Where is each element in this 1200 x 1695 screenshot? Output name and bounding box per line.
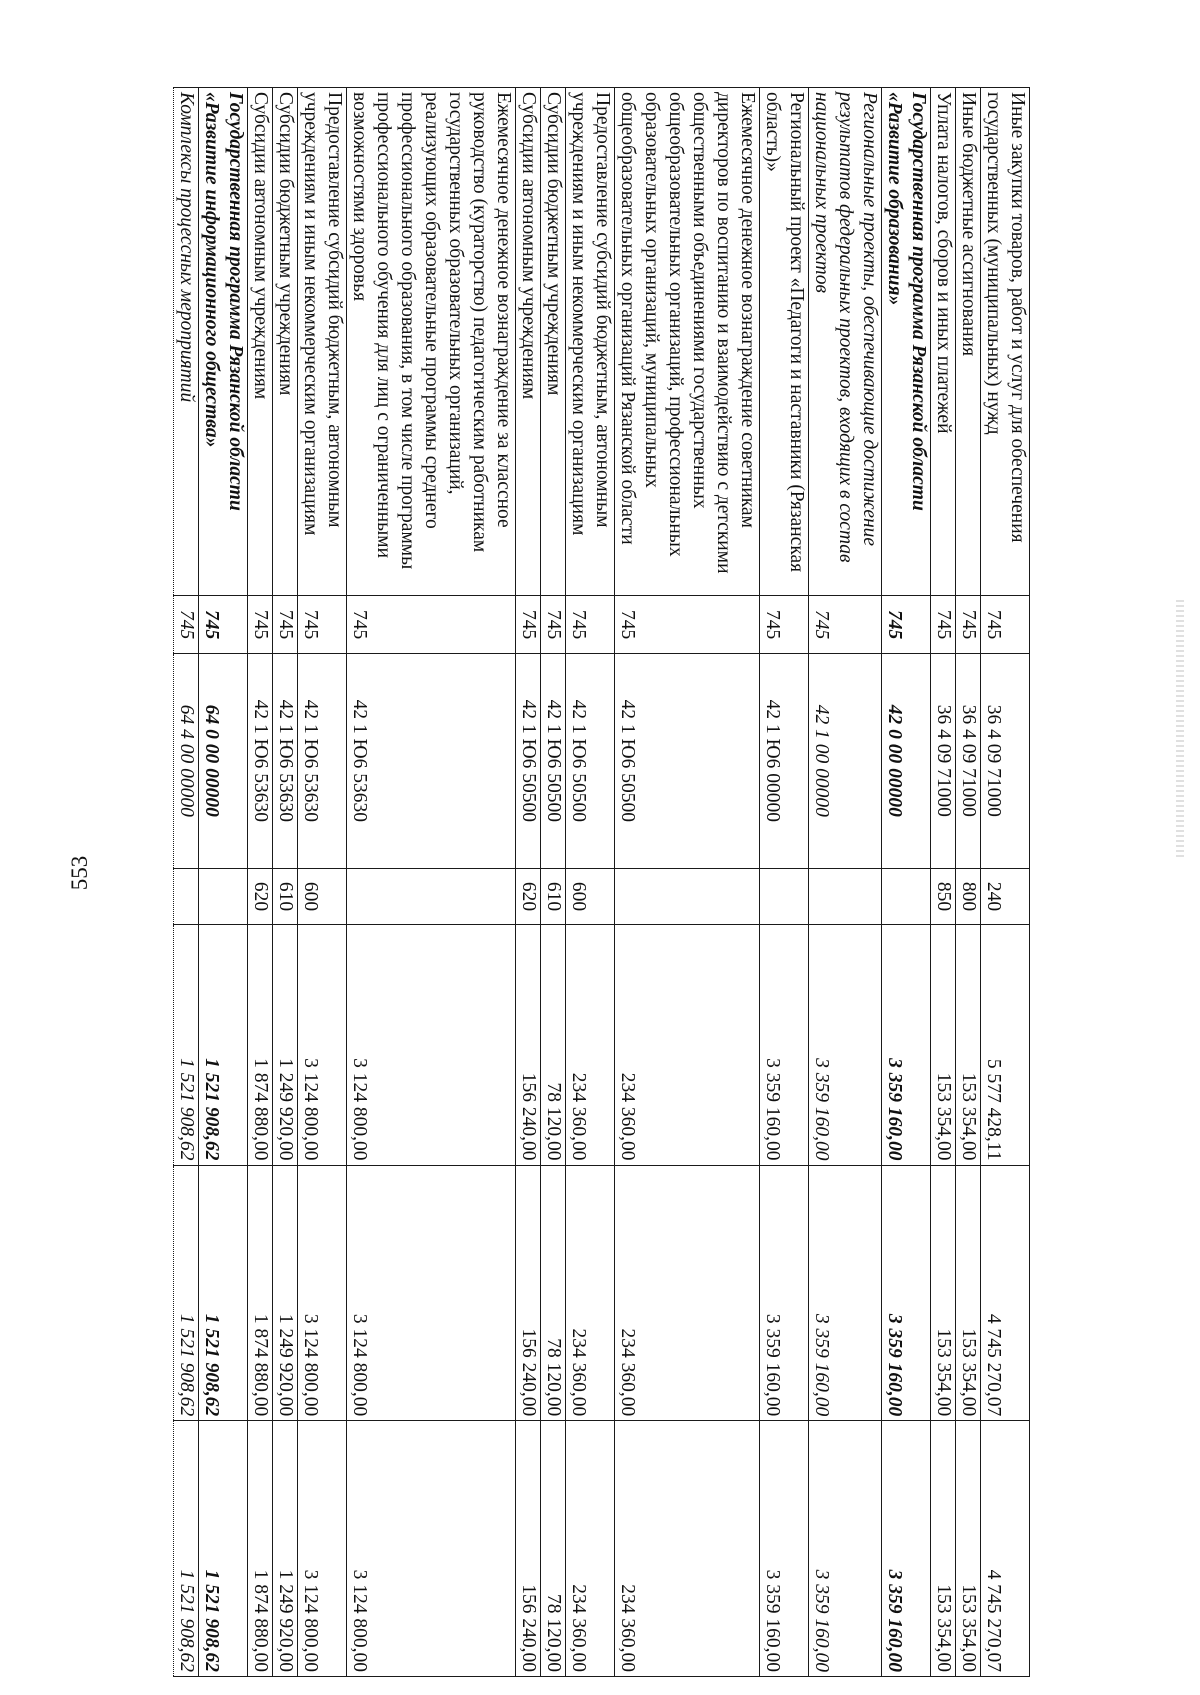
cell-amount-year3: 3 124 800,00 [298, 1421, 347, 1677]
cell-grbs-code: 745 [809, 596, 882, 654]
cell-expense-name: Государственная программа Рязанской области «Развитие информационного общества» [199, 88, 248, 596]
cell-expense-name: Иные бюджетные ассигнования [956, 88, 981, 596]
cell-grbs-code: 745 [541, 596, 566, 654]
table-row [273, 88, 298, 1677]
cell-grbs-code: 745 [298, 596, 347, 654]
cell-amount-year2: 3 124 800,00 [298, 1165, 347, 1421]
cell-amount-year2: 3 359 160,00 [809, 1165, 882, 1421]
cell-expense-type: 600 [566, 868, 615, 925]
cell-amount-year1: 1 874 880,00 [248, 925, 273, 1165]
cell-target-article: 36 4 09 71000 [931, 654, 956, 868]
cell-expense-type: 850 [931, 868, 956, 925]
page-number: 553 [67, 855, 92, 891]
cell-grbs-code: 745 [347, 596, 516, 654]
table-row [760, 88, 809, 1677]
cell-grbs-code: 745 [199, 596, 248, 654]
cell-amount-year3: 234 360,00 [566, 1421, 615, 1677]
cell-grbs-code: 745 [882, 596, 931, 654]
cell-amount-year1: 153 354,00 [956, 925, 981, 1165]
cell-amount-year2: 1 521 908,62 [174, 1165, 199, 1421]
cell-amount-year3: 3 124 800,00 [347, 1421, 516, 1677]
cell-expense-type [760, 868, 809, 925]
cell-target-article: 42 1 Ю6 50500 [566, 654, 615, 868]
cell-expense-type: 610 [273, 868, 298, 925]
cell-amount-year3: 1 521 908,62 [174, 1421, 199, 1677]
cell-expense-type: 620 [248, 868, 273, 925]
cell-expense-type: 620 [516, 868, 541, 925]
cell-amount-year1: 1 521 908,62 [174, 925, 199, 1165]
cell-amount-year3: 234 360,00 [615, 1421, 760, 1677]
cell-expense-name: Предоставление субсидий бюджетным, автономным учреждениям и иным некоммерческим организациям [298, 88, 347, 596]
cell-amount-year3: 153 354,00 [931, 1421, 956, 1677]
cell-expense-type [882, 868, 931, 925]
cell-amount-year2: 4 745 270,07 [981, 1165, 1030, 1421]
cell-amount-year3: 156 240,00 [516, 1421, 541, 1677]
cell-amount-year1: 5 577 428,11 [981, 925, 1030, 1165]
cell-expense-type [174, 868, 199, 925]
cell-amount-year3: 3 359 160,00 [809, 1421, 882, 1677]
table-row [956, 88, 981, 1677]
table-row [248, 88, 273, 1677]
cell-target-article: 42 1 Ю6 53630 [248, 654, 273, 868]
cell-amount-year1: 3 359 160,00 [809, 925, 882, 1165]
cell-target-article: 64 0 00 00000 [199, 654, 248, 868]
cell-expense-name: Субсидии автономным учреждениям [516, 88, 541, 596]
cell-target-article: 42 1 00 00000 [809, 654, 882, 868]
cell-amount-year2: 153 354,00 [931, 1165, 956, 1421]
cell-expense-name: Ежемесячное денежное вознаграждение советникам директоров по воспитанию и взаимодействию с детскими общественными объединениями государственных общеобразовательных организаций, профессиональных образовательных организаций, муниципальных общеобразовательных организаций Рязанской области [615, 88, 760, 596]
cell-amount-year3: 3 359 160,00 [760, 1421, 809, 1677]
cell-expense-name: Субсидии бюджетным учреждениям [541, 88, 566, 596]
cell-amount-year1: 1 249 920,00 [273, 925, 298, 1165]
cell-amount-year2: 3 359 160,00 [882, 1165, 931, 1421]
cell-target-article: 36 4 09 71000 [981, 654, 1030, 868]
cell-grbs-code: 745 [174, 596, 199, 654]
table-row [298, 88, 347, 1677]
cell-amount-year1: 3 359 160,00 [882, 925, 931, 1165]
cell-amount-year2: 156 240,00 [516, 1165, 541, 1421]
cell-amount-year2: 1 874 880,00 [248, 1165, 273, 1421]
cell-amount-year2: 1 521 908,62 [199, 1165, 248, 1421]
table-row [931, 88, 956, 1677]
cell-target-article: 42 1 Ю6 53630 [347, 654, 516, 868]
cell-amount-year2: 234 360,00 [566, 1165, 615, 1421]
cell-amount-year2: 153 354,00 [956, 1165, 981, 1421]
cell-amount-year3: 4 745 270,07 [981, 1421, 1030, 1677]
cell-expense-name: Иные закупки товаров, работ и услуг для обеспечения государственных (муниципальных) нужд [981, 88, 1030, 596]
cell-amount-year3: 1 521 908,62 [199, 1421, 248, 1677]
cell-expense-name: Региональный проект «Педагоги и наставники (Рязанская область)» [760, 88, 809, 596]
cell-grbs-code: 745 [273, 596, 298, 654]
scan-artifact [1176, 600, 1184, 860]
table-row [541, 88, 566, 1677]
cell-expense-name: Уплата налогов, сборов и иных платежей [931, 88, 956, 596]
cell-expense-type: 240 [981, 868, 1030, 925]
cell-target-article: 42 0 00 00000 [882, 654, 931, 868]
cell-amount-year2: 234 360,00 [615, 1165, 760, 1421]
cell-target-article: 42 1 Ю6 00000 [760, 654, 809, 868]
cell-expense-type [199, 868, 248, 925]
cell-amount-year3: 1 249 920,00 [273, 1421, 298, 1677]
table-row [347, 88, 516, 1677]
cell-target-article: 42 1 Ю6 53630 [273, 654, 298, 868]
cell-grbs-code: 745 [615, 596, 760, 654]
cell-expense-name: Субсидии автономным учреждениям [248, 88, 273, 596]
cell-expense-name: Комплексы процессных мероприятий [174, 88, 199, 596]
cell-amount-year1: 234 360,00 [615, 925, 760, 1165]
cell-target-article: 42 1 Ю6 50500 [615, 654, 760, 868]
cell-amount-year1: 153 354,00 [931, 925, 956, 1165]
cell-amount-year1: 3 124 800,00 [347, 925, 516, 1165]
budget-table [173, 87, 1030, 1677]
cell-target-article: 36 4 09 71000 [956, 654, 981, 868]
cell-amount-year3: 1 874 880,00 [248, 1421, 273, 1677]
cell-amount-year1: 78 120,00 [541, 925, 566, 1165]
cell-expense-type: 800 [956, 868, 981, 925]
table-row [199, 88, 248, 1677]
cell-target-article: 42 1 Ю6 50500 [516, 654, 541, 868]
cell-amount-year1: 156 240,00 [516, 925, 541, 1165]
cell-amount-year3: 153 354,00 [956, 1421, 981, 1677]
cell-amount-year1: 3 124 800,00 [298, 925, 347, 1165]
cell-grbs-code: 745 [566, 596, 615, 654]
cell-grbs-code: 745 [931, 596, 956, 654]
cell-expense-name: Субсидии бюджетным учреждениям [273, 88, 298, 596]
table-row [516, 88, 541, 1677]
table-row [809, 88, 882, 1677]
cell-expense-type: 610 [541, 868, 566, 925]
cell-target-article: 42 1 Ю6 53630 [298, 654, 347, 868]
cell-amount-year2: 78 120,00 [541, 1165, 566, 1421]
cell-expense-type: 600 [298, 868, 347, 925]
cell-target-article: 42 1 Ю6 50500 [541, 654, 566, 868]
cell-grbs-code: 745 [516, 596, 541, 654]
budget-table-body [174, 88, 1030, 1677]
cell-amount-year2: 1 249 920,00 [273, 1165, 298, 1421]
cell-grbs-code: 745 [248, 596, 273, 654]
cell-expense-name: Предоставление субсидий бюджетным, автономным учреждениям и иным некоммерческим организациям [566, 88, 615, 596]
cell-amount-year2: 3 124 800,00 [347, 1165, 516, 1421]
cell-amount-year3: 78 120,00 [541, 1421, 566, 1677]
cell-target-article: 64 4 00 00000 [174, 654, 199, 868]
cell-amount-year1: 1 521 908,62 [199, 925, 248, 1165]
cell-amount-year2: 3 359 160,00 [760, 1165, 809, 1421]
cell-grbs-code: 745 [760, 596, 809, 654]
cell-expense-type [347, 868, 516, 925]
cell-grbs-code: 745 [956, 596, 981, 654]
cell-expense-type [809, 868, 882, 925]
cell-amount-year1: 234 360,00 [566, 925, 615, 1165]
budget-table-rotated [110, 87, 1030, 1677]
cell-expense-name: Региональные проекты, обеспечивающие достижение результатов федеральных проектов, входящих в состав национальных проектов [809, 88, 882, 596]
cell-expense-name: Ежемесячное денежное вознаграждение за классное руководство (кураторство) педагогическим работникам государственных образовательных организаций, реализующих образовательные программы среднего профессионального образования, в том числе программы профессионального обучения для лиц с ограниченными возможностями здоровья [347, 88, 516, 596]
table-row [174, 88, 199, 1677]
table-row [615, 88, 760, 1677]
table-row [566, 88, 615, 1677]
cell-expense-type [615, 868, 760, 925]
cell-expense-name: Государственная программа Рязанской области «Развитие образования» [882, 88, 931, 596]
cell-grbs-code: 745 [981, 596, 1030, 654]
table-row [981, 88, 1030, 1677]
cell-amount-year1: 3 359 160,00 [760, 925, 809, 1165]
table-row [882, 88, 931, 1677]
cell-amount-year3: 3 359 160,00 [882, 1421, 931, 1677]
